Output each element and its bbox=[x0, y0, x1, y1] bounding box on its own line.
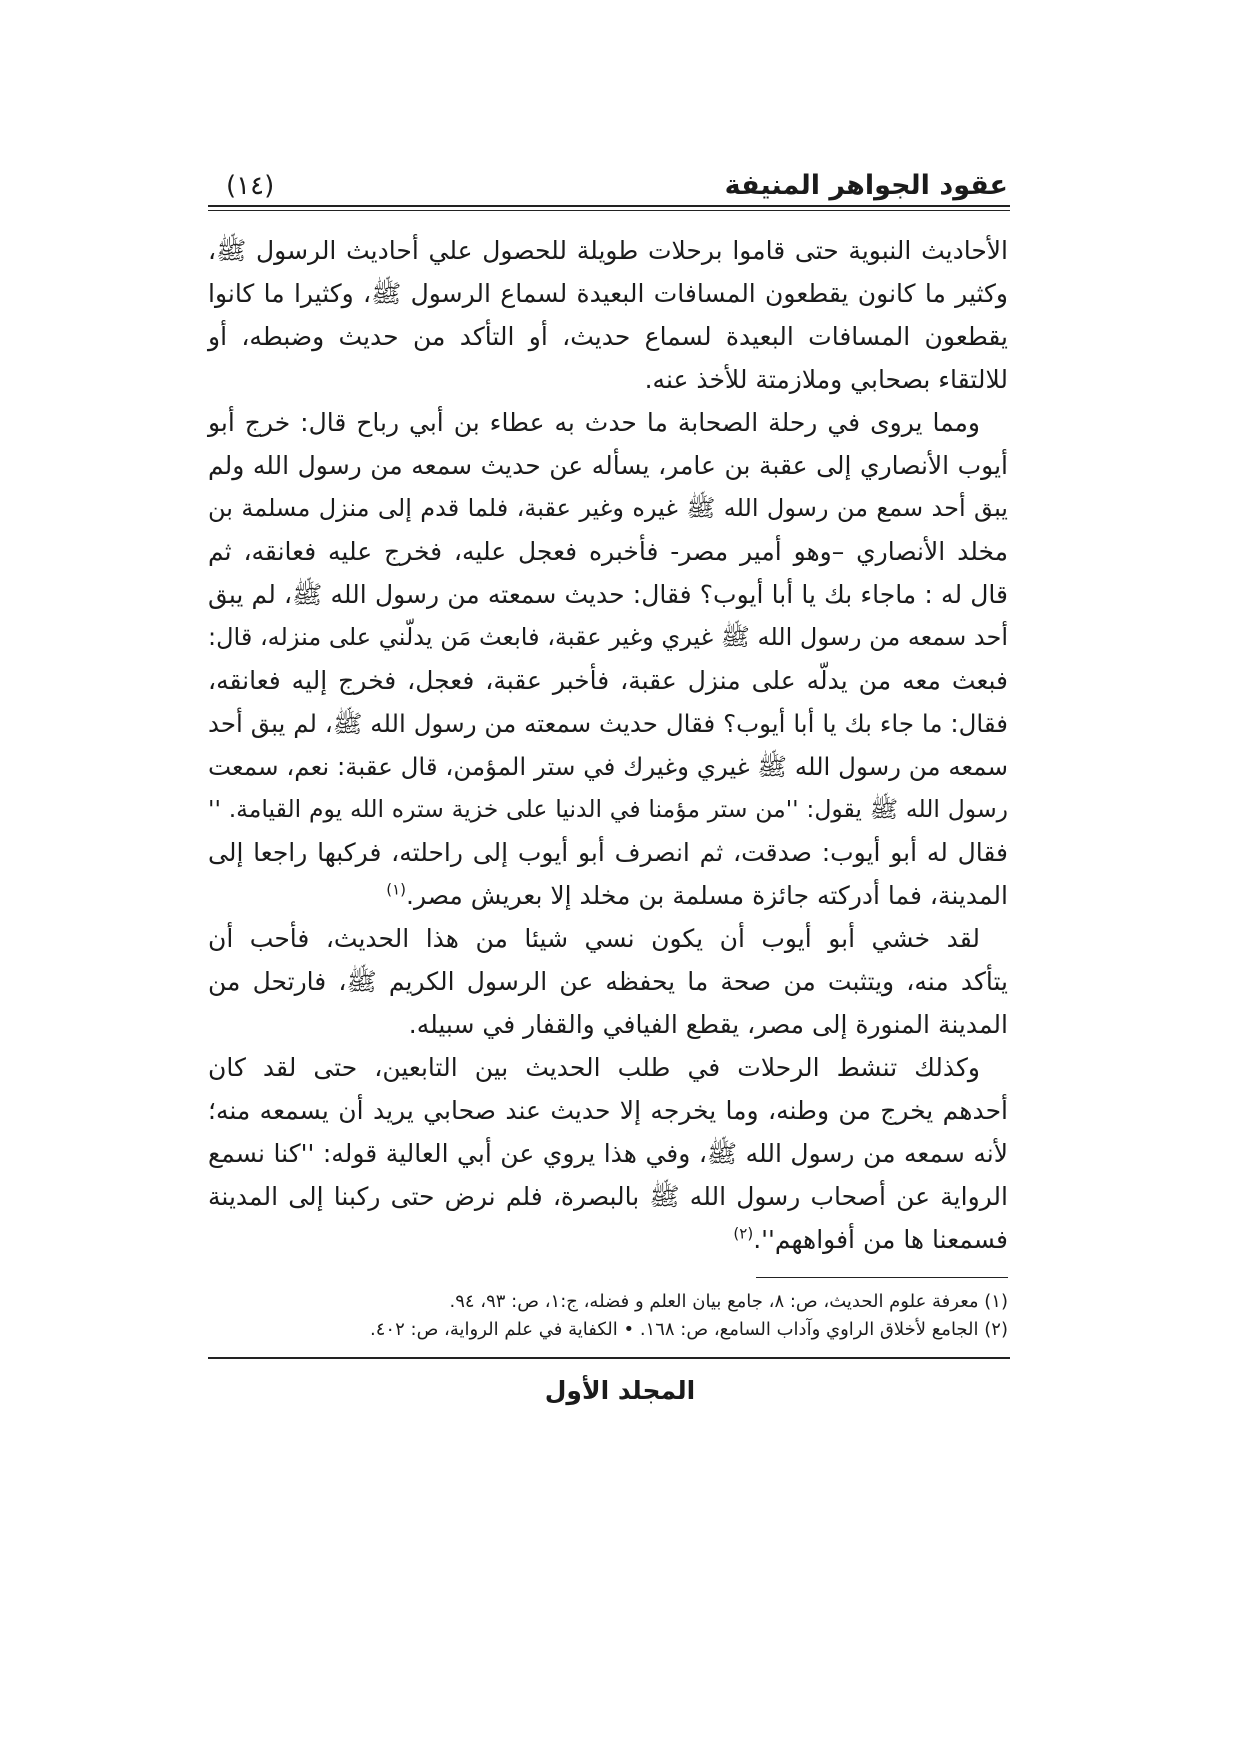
line-text: المدينة، فما أدركته جائزة مسلمة بن مخلد إلا بعريش مصر. bbox=[406, 881, 1008, 910]
volume-label: المجلد الأول bbox=[544, 1376, 696, 1405]
text-line: الأحاديث النبوية حتى قاموا برحلات طويلة للحصول علي أحاديث الرسول ﷺ، bbox=[208, 236, 1008, 265]
paragraph-start-line: ومما يروى في رحلة الصحابة ما حدث به عطاء بن أبي رباح قال: خرج أبو bbox=[208, 408, 980, 437]
text-line: أيوب الأنصاري إلى عقبة بن عامر، يسأله عن حديث سمعه من رسول الله ولم bbox=[208, 451, 1008, 480]
text-line: لأنه سمعه من رسول الله ﷺ، وفي هذا يروي عن أبي العالية قوله: ''كنا نسمع bbox=[208, 1139, 1008, 1168]
text-line: رسول الله ﷺ يقول: ''من ستر مؤمنا في الدنيا على خزية ستره الله يوم القيامة. '' bbox=[208, 795, 1008, 823]
text-line: مخلد الأنصاري –وهو أمير مصر- فأخبره فعجل عليه، فخرج عليه فعانقه، ثم bbox=[208, 537, 1008, 566]
page-number: (١٤) bbox=[226, 171, 275, 201]
text-line: قال له : ماجاء بك يا أبا أيوب؟ فقال: حديث سمعته من رسول الله ﷺ، لم يبق bbox=[208, 580, 1008, 609]
text-line: فبعث معه من يدلّه على منزل عقبة، فأخبر عقبة، فعجل، فخرج إليه فعانقه، bbox=[208, 666, 1008, 695]
body-text bbox=[208, 229, 1008, 1261]
text-line bbox=[208, 874, 1008, 917]
text-line: فقال: ما جاء بك يا أبا أيوب؟ فقال حديث سمعته من رسول الله ﷺ، لم يبق أحد bbox=[208, 709, 1008, 738]
text-line: وكثير ما كانون يقطعون المسافات البعيدة لسماع الرسول ﷺ، وكثيرا ما كانوا bbox=[208, 279, 1008, 308]
text-line: يتأكد منه، ويتثبت من صحة ما يحفظه عن الرسول الكريم ﷺ، فارتحل من bbox=[208, 967, 1008, 996]
text-line: يقطعون المسافات البعيدة لسماع حديث، أو التأكد من حديث وضبطه، أو bbox=[208, 322, 1008, 351]
header-double-rule bbox=[208, 205, 1010, 211]
footer-rule bbox=[208, 1357, 1010, 1359]
footnote-separator bbox=[756, 1277, 1008, 1278]
paragraph-start-line: وكذلك تنشط الرحلات في طلب الحديث بين التابعين، حتى لقد كان bbox=[208, 1053, 980, 1082]
book-title: عقود الجواهر المنيفة bbox=[724, 170, 1008, 201]
footnote: (٢) الجامع لأخلاق الراوي وآداب السامع، ص: ١٦٨. • الكفاية في علم الرواية، ص: ٤٠٢. bbox=[370, 1319, 1008, 1340]
text-line: الرواية عن أصحاب رسول الله ﷺ بالبصرة، فلم نرض حتى ركبنا إلى المدينة bbox=[208, 1182, 1008, 1211]
text-line: أحدهم يخرج من وطنه، وما يخرجه إلا حديث عند صحابي يريد أن يسمعه منه؛ bbox=[208, 1096, 1008, 1125]
line-text: فسمعنا ها من أفواههم''. bbox=[753, 1225, 1008, 1254]
text-line bbox=[208, 1218, 1008, 1261]
text-line: فقال له أبو أيوب: صدقت، ثم انصرف أبو أيوب إلى راحلته، فركبها راجعا إلى bbox=[208, 838, 1008, 867]
text-line: سمعه من رسول الله ﷺ غيري وغيرك في ستر المؤمن، قال عقبة: نعم، سمعت bbox=[208, 752, 1008, 781]
footnote-ref: (٢) bbox=[733, 1224, 754, 1243]
text-line: المدينة المنورة إلى مصر، يقطع الفيافي والقفار في سبيله. bbox=[408, 1010, 1008, 1039]
text-line: يبق أحد سمع من رسول الله ﷺ غيره وغير عقبة، فلما قدم إلى منزل مسلمة بن bbox=[208, 494, 1008, 522]
text-line: للالتقاء بصحابي وملازمتة للأخذ عنه. bbox=[644, 365, 1008, 394]
footnote: (١) معرفة علوم الحديث، ص: ٨، جامع بيان العلم و فضله، ج:١، ص: ٩٣، ٩٤. bbox=[449, 1291, 1008, 1312]
text-line: أحد سمعه من رسول الله ﷺ غيري وغير عقبة، فابعث مَن يدلّني على منزله، قال: bbox=[208, 623, 1008, 651]
footnote-ref: (١) bbox=[386, 880, 407, 899]
paragraph-start-line: لقد خشي أبو أيوب أن يكون نسي شيئا من هذا الحديث، فأحب أن bbox=[208, 924, 980, 953]
